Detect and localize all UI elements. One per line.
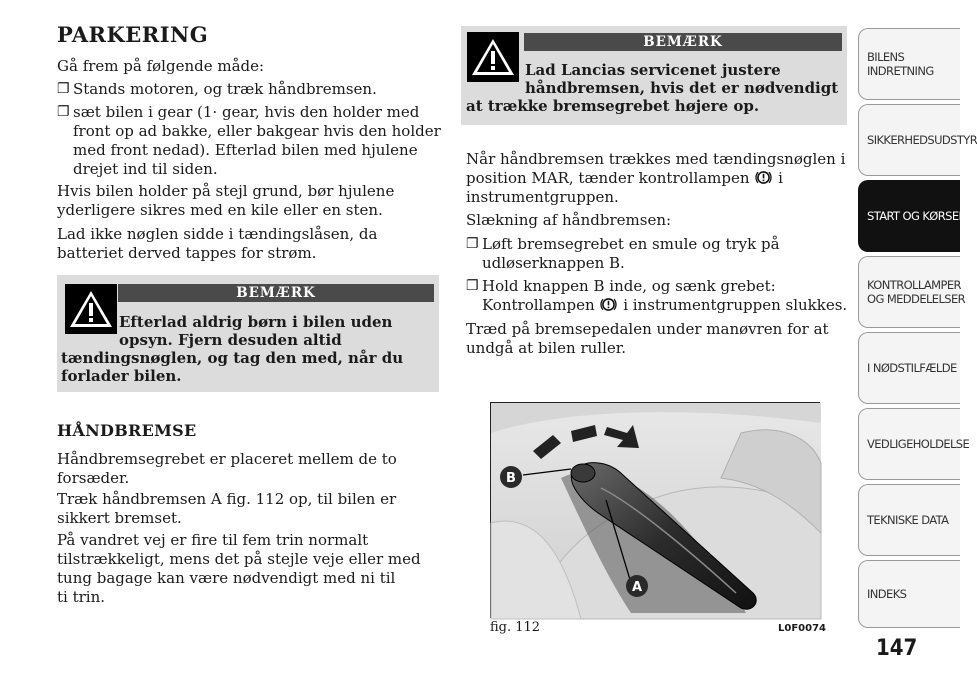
tab-label: BILENS INDRETNING xyxy=(867,50,934,78)
bullet-line xyxy=(482,296,851,315)
square-bullet-icon: ❐ xyxy=(57,81,70,97)
text-line: Håndbremsegrebet er placeret mellem de to xyxy=(57,450,397,468)
bullet-line: med front nedad). Efterlad bilen med hjulene xyxy=(73,141,418,159)
bullet-line: udløserknappen B. xyxy=(482,254,625,272)
text-line: undgå at bilen ruller. xyxy=(466,339,627,357)
text-line: Træd på bremsepedalen under manøvren for at xyxy=(466,320,829,338)
warning-line: tændingsnøglen, og tag den med, når du xyxy=(61,349,404,367)
subsection-title: HÅNDBREMSE xyxy=(57,421,197,440)
warning-line: at trække bremsegrebet højere op. xyxy=(466,97,760,115)
figure-code: L0F0074 xyxy=(778,623,826,634)
tab-label: INDEKS xyxy=(867,587,907,601)
warning-line: opsyn. Fjern desuden altid xyxy=(119,331,342,349)
bullet-line: Løft bremsegrebet en smule og tryk på xyxy=(482,235,780,253)
text-line: yderligere sikres med en kile eller en sten. xyxy=(57,201,383,219)
bullet-line: drejet ind til siden. xyxy=(73,160,218,178)
text-line: instrumentgruppen. xyxy=(466,188,619,206)
text-line: tilstrækkeligt, mens det på stejle veje eller med xyxy=(57,550,421,568)
tab-label: I NØDSTILFÆLDE xyxy=(867,361,957,375)
tab-label: TEKNISKE DATA xyxy=(867,513,949,527)
tab-indeks[interactable] xyxy=(858,560,960,628)
figure-label-a: A xyxy=(631,580,643,595)
paragraph xyxy=(57,225,442,263)
text-line xyxy=(466,169,851,188)
text-segment: position MAR, tænder kontrollampen xyxy=(466,169,750,187)
text-line: ti trin. xyxy=(57,588,106,606)
brake-warning-lamp-icon xyxy=(755,169,772,186)
tab-vedligeholdelse[interactable] xyxy=(858,408,970,480)
tab-tekniske-data[interactable] xyxy=(858,484,960,556)
tab-label: SIKKERHEDSUDSTYR xyxy=(867,133,977,147)
tab-label: KONTROLLAMPER OG MEDDELELSER xyxy=(867,278,966,306)
text-line: Hvis bilen holder på stejl grund, bør hjulene xyxy=(57,182,395,200)
tab-label: START OG KØRSEL xyxy=(867,209,965,223)
warning-line: Lad Lancias servicenet justere xyxy=(525,61,781,79)
paragraph xyxy=(466,150,851,207)
tab-sikkerhedsudstyr[interactable] xyxy=(858,104,977,176)
handbrake-figure xyxy=(490,402,820,618)
tab-label: VEDLIGEHOLDELSE xyxy=(867,437,970,451)
paragraph xyxy=(57,531,447,607)
figure-caption: fig. 112 xyxy=(490,620,541,635)
tab-bilens-indretning[interactable] xyxy=(858,28,960,100)
bullet-item xyxy=(57,80,437,99)
bullet-text: Stands motoren, og træk håndbremsen. xyxy=(73,80,377,98)
text-line: Når håndbremsen trækkes med tændingsnøglen i xyxy=(466,150,846,168)
tab-kontrollamper[interactable] xyxy=(858,256,966,328)
warning-heading: BEMÆRK xyxy=(524,33,842,51)
warning-line: håndbremsen, hvis det er nødvendigt xyxy=(525,79,839,97)
text-line: Lad ikke nøglen sidde i tændingslåsen, da xyxy=(57,225,378,243)
warning-line: forlader bilen. xyxy=(61,367,182,385)
text-line: forsæder. xyxy=(57,469,130,487)
tab-i-nodstilfaelde[interactable] xyxy=(858,332,960,404)
warning-box xyxy=(461,26,847,125)
text-line: sikkert bremset. xyxy=(57,509,182,527)
warning-box xyxy=(57,275,439,392)
paragraph xyxy=(57,182,442,220)
section-title: PARKERING xyxy=(57,22,209,47)
text-line: På vandret vej er fire til fem trin normalt xyxy=(57,531,369,549)
handbrake-illustration xyxy=(491,403,821,619)
square-bullet-icon: ❐ xyxy=(466,278,479,294)
bullet-item xyxy=(57,103,442,179)
page-number: 147 xyxy=(876,636,918,661)
text-line: batteriet derved tappes for strøm. xyxy=(57,244,317,262)
bullet-item xyxy=(466,235,846,273)
square-bullet-icon: ❐ xyxy=(466,236,479,252)
bullet-line: sæt bilen i gear (1· gear, hvis den holder med xyxy=(73,103,420,121)
paragraph xyxy=(466,320,851,358)
bullet-line: front op ad bakke, eller bakgear hvis den holder xyxy=(73,122,441,140)
text-line: Træk håndbremsen A fig. 112 op, til bilen er xyxy=(57,490,397,508)
text-line: tung bagage kan være nødvendigt med ni til xyxy=(57,569,396,587)
tab-start-og-korsel[interactable] xyxy=(858,180,965,252)
bullet-item xyxy=(466,277,851,315)
bullet-line: Hold knappen B inde, og sænk grebet: xyxy=(482,277,776,295)
paragraph xyxy=(57,490,442,528)
figure-label-b: B xyxy=(506,471,516,486)
text-segment: i instrumentgruppen slukkes. xyxy=(623,296,848,314)
square-bullet-icon: ❐ xyxy=(57,104,70,120)
warning-heading: BEMÆRK xyxy=(118,284,434,302)
paragraph xyxy=(57,450,442,488)
brake-warning-lamp-icon xyxy=(600,296,617,313)
text-segment: Kontrollampen xyxy=(482,296,595,314)
warning-triangle-icon xyxy=(65,284,117,334)
warning-line: Efterlad aldrig børn i bilen uden xyxy=(119,313,393,331)
warning-triangle-icon xyxy=(467,32,519,82)
text-segment: i xyxy=(778,169,783,187)
paragraph: Slækning af håndbremsen: xyxy=(466,211,672,229)
intro-text: Gå frem på følgende måde: xyxy=(57,57,265,75)
